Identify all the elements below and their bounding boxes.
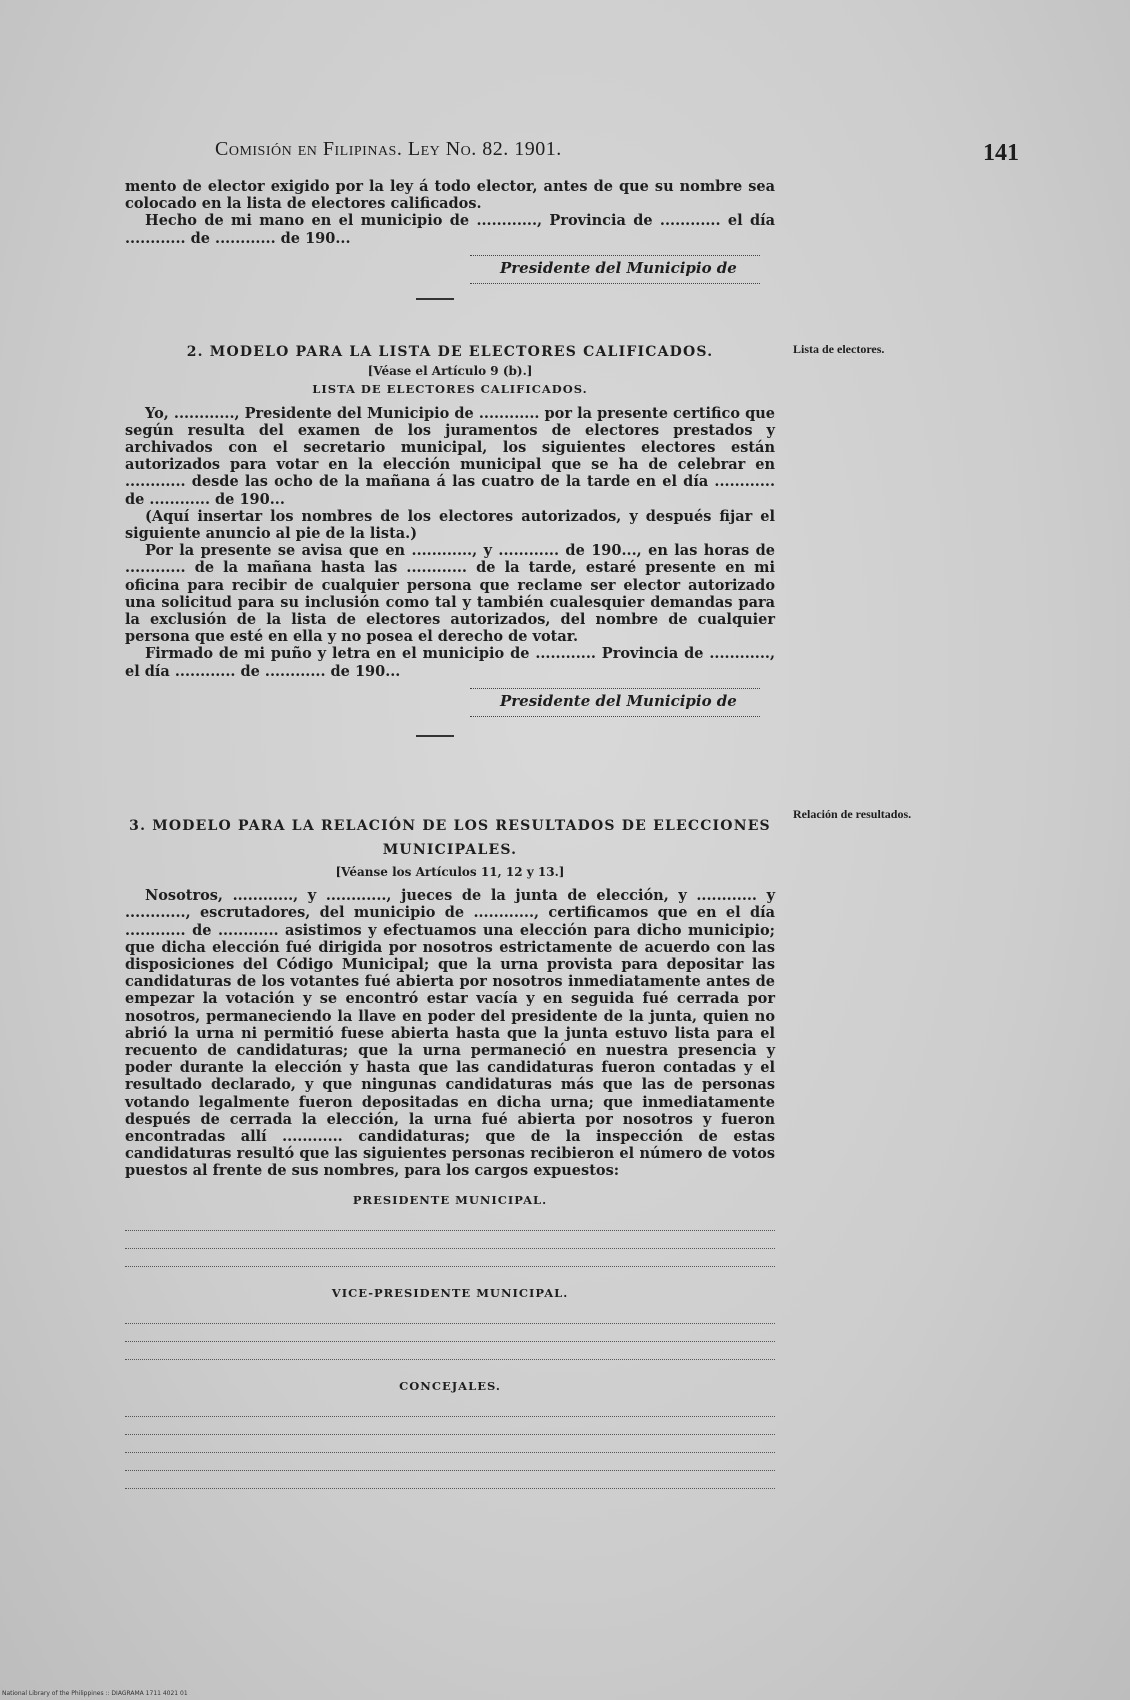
page-number: 141: [983, 140, 1019, 166]
fill-line: [125, 1471, 775, 1489]
margin-note-electores: Lista de electores.: [793, 342, 885, 356]
section-2-reference: [Véase el Artículo 9 (b).]: [367, 364, 533, 379]
signature-line: [470, 680, 760, 689]
section-3: [125, 800, 775, 1489]
running-header: Comisión en Filipinas. Ley No. 82. 1901.: [215, 138, 562, 160]
section-2-paragraph: Firmado de mi puño y letra en el municipio de ............ Provincia de ............, el día ............ de ............ de 190...: [125, 645, 775, 680]
fill-line: [125, 1249, 775, 1267]
signature-line: [470, 247, 760, 256]
margin-note-resultados: Relación de resultados.: [793, 807, 912, 821]
heading-concejales: CONCEJALES.: [399, 1379, 501, 1394]
intro-signed-line: Hecho de mi mano en el municipio de ............, Provincia de ............ el día ............ de ............ de 190...: [125, 212, 775, 247]
section-2: [125, 330, 775, 737]
section-3-title: 3. MODELO PARA LA RELACIÓN DE LOS RESULTADOS DE ELECCIONES MUNICIPALES.: [129, 818, 771, 858]
fill-line: [125, 1399, 775, 1417]
fill-line: [125, 1342, 775, 1360]
fill-line: [125, 1417, 775, 1435]
fill-line: [125, 1231, 775, 1249]
section-divider: [416, 735, 454, 737]
section-3-reference: [Véanse los Artículos 11, 12 y 13.]: [335, 865, 565, 879]
heading-vice-presidente: VICE-PRESIDENTE MUNICIPAL.: [331, 1285, 569, 1300]
section-3-paragraph: Nosotros, ............, y ............, jueces de la junta de elección, y ............ y ............, escrutadores, del municipio de ............, certificamos que en el día ............ de ............ asistimos y efectuamos una elección para dicho municipio; que dicha elección fué dirigida por nosotros estrictamente de acuerdo con las disposiciones del Código Municipal; que la urna provista para depositar las candidaturas de los votantes fué abierta por nosotros inmediatamente antes de empezar la votación y se encontró estar vacía y en seguida fué cerrada por nosotros, permaneciendo la llave en poder del presidente de la junta, quien no abrió la urna ni permitió fuese abierta hasta que la junta estuvo lista para el recuento de candidaturas; que la urna permaneció en nuestra presencia y poder durante la elección y hasta que las candidaturas fueron contadas y el resultado declarado, y que ningunas candidaturas más que las de personas votando legalmente fueron depositadas en dicha urna; que inmediatamente después de cerrada la elección, la urna fué abierta por nosotros y fueron encontradas allí ............ candidaturas; que de la inspección de estas candidaturas resultó que las siguientes personas recibieron el número de votos puestos al frente de sus nombres, para los cargos expuestos:: [125, 887, 775, 1180]
section-2-paragraph: (Aquí insertar los nombres de los electores autorizados, y después fijar el siguiente anuncio al pie de la lista.): [125, 507, 775, 543]
intro-paragraph: mento de elector exigido por la ley á todo elector, antes de que su nombre sea colocado en la lista de electores calificados.: [125, 178, 775, 213]
signature-label: Presidente del Municipio de: [500, 258, 737, 277]
intro-block: [125, 178, 775, 300]
fill-line: [125, 1306, 775, 1324]
fill-line: [125, 1324, 775, 1342]
signature-line: [470, 710, 760, 717]
section-2-subtitle: LISTA DE ELECTORES CALIFICADOS.: [312, 382, 588, 397]
fill-line: [125, 1453, 775, 1471]
section-2-paragraph: Por la presente se avisa que en ............, y ............ de 190..., en las horas de ............ de la mañana hasta las ............ de la tarde, estaré presente en mi oficina para recibir de cualquier persona que reclame ser elector autorizado una solicitud para su inclusión como tal y también cualesquier demandas para la exclusión de la lista de electores autorizados, del nombre de cualquier persona que esté en ella y no posea el derecho de votar.: [125, 542, 775, 646]
fill-line: [125, 1213, 775, 1231]
section-2-paragraph: Yo, ............, Presidente del Municipio de ............ por la presente certifico que según resulta del examen de los juramentos de electores prestados y archivados con el secretario municipal, los siguientes electores están autorizados para votar en la elección municipal que se ha de celebrar en ............ desde las ocho de la mañana á las cuatro de la tarde en el día ............ de ............ de 190...: [125, 404, 775, 508]
section-divider: [416, 298, 454, 300]
signature-label: Presidente del Municipio de: [500, 691, 737, 710]
fill-line: [125, 1435, 775, 1453]
scan-footer: National Library of the Philippines :: DIAGRAMA 1711 4021 01: [2, 1690, 188, 1697]
signature-line: [470, 277, 760, 284]
heading-presidente: PRESIDENTE MUNICIPAL.: [352, 1192, 548, 1207]
section-2-title: 2. MODELO PARA LA LISTA DE ELECTORES CALIFICADOS.: [186, 344, 714, 360]
